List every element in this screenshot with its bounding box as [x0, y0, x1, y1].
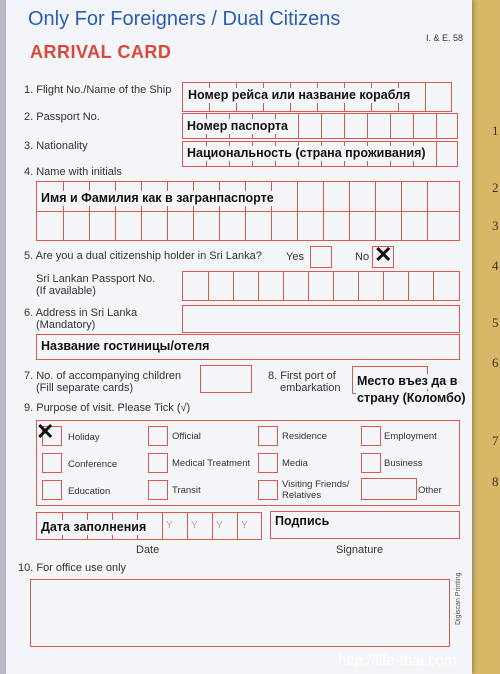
purpose-residence-checkbox[interactable] [258, 426, 278, 446]
printer-credit: Digiscan Printing [455, 572, 462, 625]
address-note: Название гостиницы/отеля [41, 339, 210, 353]
purpose-label: 9. Purpose of visit. Please Tick (√) [24, 402, 191, 414]
date-note: Дата заполнения [41, 520, 147, 534]
purpose-holiday-label: Holiday [68, 432, 100, 443]
passport-note: Номер паспорта [187, 119, 288, 133]
children-sublabel: (Fill separate cards) [36, 382, 134, 394]
side-number: 7 [492, 433, 499, 448]
date-year-cell: Y [216, 520, 223, 531]
purpose-medical-label: Medical Treatment [172, 458, 251, 469]
side-number: 6 [492, 355, 499, 370]
purpose-visiting-checkbox[interactable] [258, 480, 278, 500]
purpose-visiting-label: Visiting Friends/ [282, 479, 350, 490]
form-code: I. & E. 58 [426, 33, 464, 43]
purpose-business-label: Business [384, 458, 423, 469]
purpose-medical-checkbox[interactable] [148, 453, 168, 473]
address-field-line1[interactable] [182, 305, 460, 333]
nationality-note: Национальность (страна проживания) [187, 146, 426, 160]
flight-note: Номер рейса или название корабля [188, 88, 411, 102]
port-label: 8. First port of [268, 370, 336, 382]
port-note-line1: Место въез да в [357, 374, 458, 388]
sl-passport-sublabel: (If available) [36, 285, 96, 297]
address-label: 6. Address in Sri Lanka [24, 307, 138, 319]
purpose-media-label: Media [282, 458, 308, 469]
purpose-official-label: Official [172, 431, 201, 442]
purpose-relatives-label: Relatives [282, 490, 322, 501]
children-label: 7. No. of accompanying children [24, 370, 182, 382]
purpose-official-checkbox[interactable] [148, 426, 168, 446]
arrival-card [6, 0, 472, 674]
date-year-cell: Y [241, 520, 248, 531]
purpose-employment-checkbox[interactable] [361, 426, 381, 446]
dual-label: 5. Are you a dual citizenship holder in Sri Lanka? [24, 250, 262, 262]
signature-label: Signature [336, 544, 384, 556]
port-sublabel: embarkation [280, 382, 341, 394]
purpose-media-checkbox[interactable] [258, 453, 278, 473]
side-number: 5 [492, 315, 499, 330]
dual-yes-label: Yes [286, 251, 304, 263]
sl-passport-label: Sri Lankan Passport No. [36, 273, 156, 285]
side-number: 1 [492, 123, 499, 138]
purpose-holiday-cross-mark: ✕ [36, 419, 55, 444]
name-label: 4. Name with initials [24, 166, 122, 178]
date-label: Date [136, 544, 160, 556]
purpose-transit-checkbox[interactable] [148, 480, 168, 500]
address-sublabel: (Mandatory) [36, 319, 96, 331]
date-year-cell: Y [166, 520, 173, 531]
side-number: 4 [492, 258, 499, 273]
dual-no-cross-mark: ✕ [374, 242, 393, 267]
purpose-conference-checkbox[interactable] [42, 453, 62, 473]
flight-label: 1. Flight No./Name of the Ship [24, 84, 172, 96]
passport-label: 2. Passport No. [24, 111, 100, 123]
next-card-edge [472, 0, 500, 674]
purpose-other-field[interactable] [361, 478, 417, 500]
signature-note: Подпись [275, 514, 330, 528]
name-note: Имя и Фамилия как в загранпаспорте [41, 191, 274, 205]
side-number: 3 [492, 218, 499, 233]
purpose-other-label: Other [418, 485, 442, 496]
purpose-transit-label: Transit [172, 485, 201, 496]
card-title: Only For Foreigners / Dual Citizens [28, 8, 341, 30]
office-label: 10. For office use only [18, 562, 127, 574]
nationality-label: 3. Nationality [24, 140, 88, 152]
office-field [30, 579, 450, 647]
sl-passport-field[interactable] [182, 271, 460, 301]
watermark-url: http://life-thai.com [338, 652, 457, 669]
children-field[interactable] [200, 365, 252, 393]
purpose-employment-label: Employment [384, 431, 437, 442]
purpose-conference-label: Conference [68, 459, 118, 470]
purpose-education-label: Education [68, 486, 111, 497]
dual-yes-checkbox[interactable] [310, 246, 332, 268]
date-year-cell: Y [191, 520, 198, 531]
side-number: 2 [492, 180, 499, 195]
dual-no-label: No [355, 251, 370, 263]
side-number: 8 [492, 474, 499, 489]
port-note-line2: страну (Коломбо) [357, 391, 466, 405]
card-subtitle: ARRIVAL CARD [30, 42, 172, 62]
purpose-business-checkbox[interactable] [361, 453, 381, 473]
purpose-residence-label: Residence [282, 431, 327, 442]
name-field[interactable] [36, 181, 460, 241]
purpose-education-checkbox[interactable] [42, 480, 62, 500]
